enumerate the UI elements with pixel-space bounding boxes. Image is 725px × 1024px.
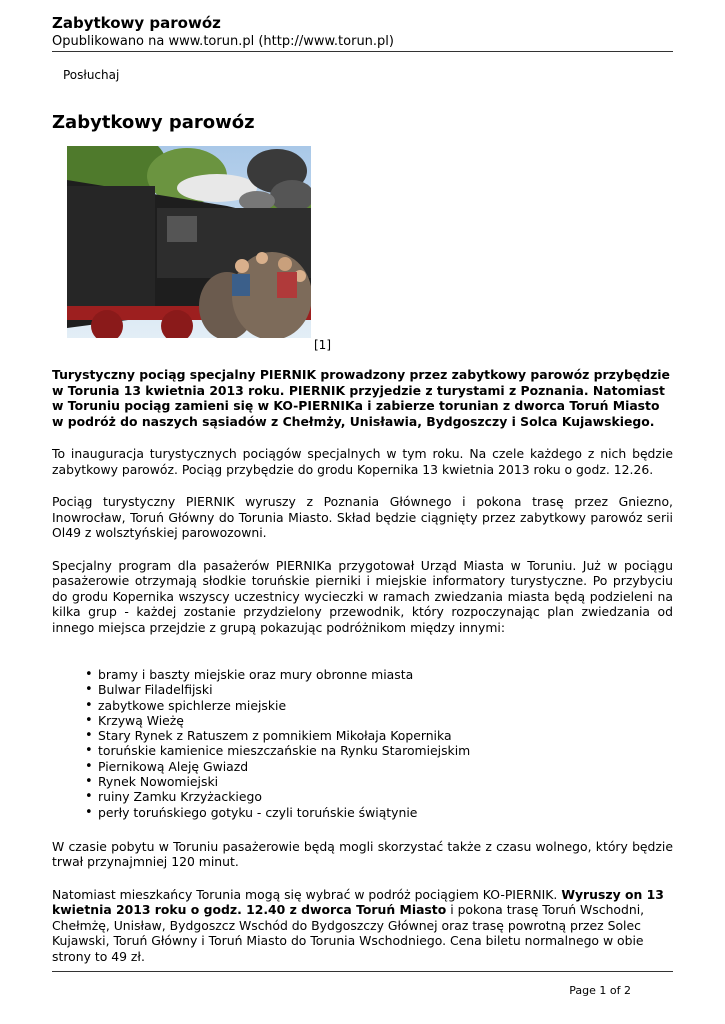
list-item: • zabytkowe spichlerze miejskie [98,698,673,713]
paragraph: To inauguracja turystycznych pociągów specjalnych w tym roku. Na czele każdego z nich będzie zabytkowy parowóz. Pociąg przybędzie do grodu Kopernika 13 kwietnia 2013 roku o godz. 12.26. [52,446,673,477]
listen-link[interactable]: Posłuchaj [63,68,120,82]
document-header [52,14,673,50]
list-item: • Bulwar Filadelfijski [98,682,673,697]
list-item: • ruiny Zamku Krzyżackiego [98,789,673,804]
paragraph: Specjalny program dla pasażerów PIERNIKa przygotował Urząd Miasta w Toruniu. Już w pociągu pasażerowie otrzymają słodkie toruńskie pierniki i miejskie informatory turystyczne. Po przybyciu do grodu Kopernika wszyscy uczestnicy wycieczki w ramach zwiedzania miasta będą podzieleni na kilka grup - każdej zostanie przydzielony przewodnik, który rozpoczynając plan zwiedzania od innego miejsca przejdzie z grupą pokazując podróżnikom między innymi: [52,557,673,635]
list-item: • perły toruńskiego gotyku - czyli toruńskie świątynie [98,805,673,820]
list-item: • Krzywą Wieżę [98,713,673,728]
page-number: Page 1 of 2 [569,984,631,997]
header-divider [52,51,673,52]
article-body [52,367,673,981]
steam-locomotive-photo [67,146,311,338]
paragraph: W czasie pobytu w Toruniu pasażerowie będą mogli skorzystać także z czasu wolnego, który będzie trwał przynajmniej 120 minut. [52,838,673,870]
page-title: Zabytkowy parowóz [52,112,255,133]
header-title: Zabytkowy parowóz [52,14,221,32]
list-item: • Piernikową Aleję Gwiazd [98,759,673,774]
list-item: • bramy i baszty miejskie oraz mury obronne miasta [98,667,673,682]
paragraph: Pociąg turystyczny PIERNIK wyruszy z Poznania Głównego i pokona trasę przez Gniezno, Inowrocław, Toruń Główny do Torunia Miasto. Skład będzie ciągnięty przez zabytkowy parowóz serii Ol49 z wolsztyńskiej parowozowni. [52,494,673,540]
paragraph [52,887,673,965]
list-item: • toruńskie kamienice mieszczańskie na Rynku Staromiejskim [98,743,673,758]
footer-divider [52,971,673,972]
image-reference: [1] [314,338,331,352]
lead-paragraph: Turystyczny pociąg specjalny PIERNIK prowadzony przez zabytkowy parowóz przybędzie w Torunia 13 kwietnia 2013 roku. PIERNIK przyjedzie z turystami z Poznania. Natomiast w Toruniu pociąg zamieni się w KO-PIERNIKa i zabierze torunian z dworca Toruń Miasto w podróż do naszych sąsiadów z Chełmży, Unisławia, Bydgoszczy i Solca Kujawskiego. [52,367,670,429]
text-run: i pokona trasę Toruń Wschodni, Chełmżę, Unisław, Bydgoszcz Wschód do Bydgoszczy Głównej oraz trasę powrotną przez Solec Kujawski, Toruń Główny i Toruń Miasto do Torunia Wschodniego. Cena biletu normalnego w obie strony to 49 zł. [52,902,645,964]
list-item: • Stary Rynek z Ratuszem z pomnikiem Mikołaja Kopernika [98,728,673,743]
published-source: Opublikowano na www.torun.pl (http://www.torun.pl) [52,34,394,49]
departure-info: Wyruszy on 13 kwietnia 2013 roku o godz. 12.40 z dworca Toruń Miasto [52,886,664,918]
sightseeing-list [52,667,673,820]
list-item: • Rynek Nowomiejski [98,774,673,789]
text-run: Natomiast mieszkańcy Torunia mogą się wybrać w podróż pociągiem KO-PIERNIK. [52,886,562,902]
